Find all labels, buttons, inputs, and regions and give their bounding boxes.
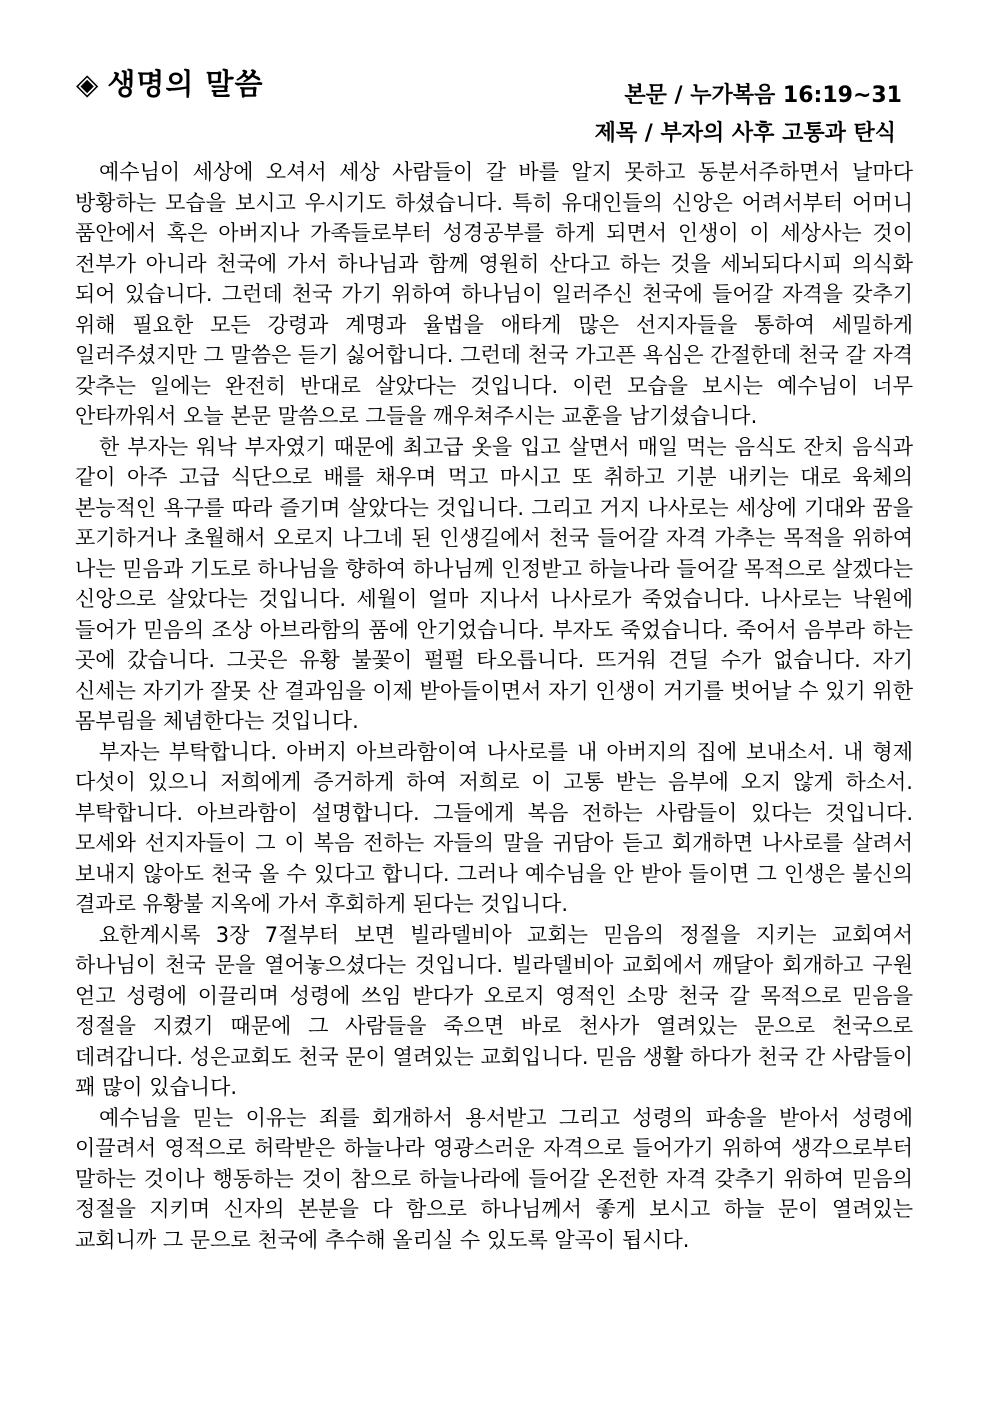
subject-label: 제목 <box>594 121 638 146</box>
reference-value: 누가복음 16:19~31 <box>690 83 902 108</box>
page-title <box>76 62 263 103</box>
paragraph-3: 부자는 부탁합니다. 아버지 아브라함이여 나사로를 내 아버지의 집에 보내소서. 내 형제 다섯이 있으니 저희에게 증거하게 하여 저희로 이 고통 받는 음부에 오지 않게 하소서. 부탁합니다. 아브라함이 설명합니다. 그들에게 복음 전하는 사람들이 있다는 것입니다. 모세와 선지자들이 그 이 복음 전하는 자들의 말을 귀담아 듣고 회개하면 나사로를 살려서 보내지 않아도 천국 올 수 있다고 합니다. 그러나 예수님을 안 받아 들이면 그 인생은 불신의 결과로 유황불 지옥에 가서 후회하게 된다는 것입니다. <box>75 739 913 916</box>
scripture-reference: 본문 / 누가복음 16:19~31 <box>624 83 902 108</box>
diamond-icon: ◈ <box>76 67 100 101</box>
subject-value: 부자의 사후 고통과 탄식 <box>660 121 896 146</box>
reference-label: 본문 <box>624 83 667 108</box>
paragraph-2: 한 부자는 워낙 부자였기 때문에 최고급 옷을 입고 살면서 매일 먹는 음식도 잔치 음식과 같이 아주 고급 식단으로 배를 채우며 먹고 마시고 또 취하고 기분 내키는 대로 육체의 본능적인 욕구를 따라 즐기며 살았다는 것입니다. 그리고 거지 나사로는 세상에 기대와 꿈을 포기하거나 초월해서 오로지 나그네 된 인생길에서 천국 들어갈 자격 가추는 목적을 위하여 나는 믿음과 기도로 하나님을 향하여 하나님께 인정받고 하늘나라 들어갈 목적으로 살겠다는 신앙으로 살았다는 것입니다. 세월이 얼마 지나서 나사로가 죽었습니다. 나사로는 낙원에 들어가 믿음의 조상 아브라함의 품에 안기었습니다. 부자도 죽었습니다. 죽어서 음부라 하는 곳에 갔습니다. 그곳은 유황 불꽃이 펄펄 타오릅니다. 뜨거워 견딜 수가 없습니다. 자기 신세는 자기가 잘못 산 결과임을 이제 받아들이면서 자기 인생이 거기를 벗어날 수 있기 위한 몸부림을 체념한다는 것입니다. <box>75 434 913 733</box>
paragraph-5: 예수님을 믿는 이유는 죄를 회개하서 용서받고 그리고 성령의 파송을 받아서 성령에 이끌려서 영적으로 허락받은 하늘나라 영광스러운 자격으로 들어가기 위하여 생각으로부터 말하는 것이나 행동하는 것이 참으로 하늘나라에 들어갈 온전한 자격 갖추기 위하여 믿음의 정절을 지키며 신자의 본분을 다 함으로 하나님께서 좋게 보시고 하늘 문이 열려있는 교회니까 그 문으로 천국에 추수해 올리실 수 있도록 알곡이 됩시다. <box>75 1105 913 1252</box>
paragraph-1: 예수님이 세상에 오셔서 세상 사람들이 갈 바를 알지 못하고 동분서주하면서 날마다 방황하는 모습을 보시고 우시기도 하셨습니다. 특히 유대인들의 신앙은 어려서부터 어머니 품안에서 혹은 아버지나 가족들로부터 성경공부를 하게 되면서 인생이 이 세상사는 것이 전부가 아니라 천국에 가서 하나님과 함께 영원히 산다고 하는 것을 세뇌되다시피 의식화 되어 있습니다. 그런데 천국 가기 위하여 하나님이 일러주신 천국에 들어갈 자격을 갖추기 위해 필요한 모든 강령과 계명과 율법을 애타게 많은 선지자들을 통하여 세밀하게 일러주셨지만 그 말씀은 듣기 싫어합니다. 그런데 천국 가고픈 욕심은 간절한데 천국 갈 자격 갖추는 일에는 완전히 반대로 살았다는 것입니다. 이런 모습을 보시는 예수님이 너무 안타까워서 오늘 본문 말씀으로 그들을 깨우쳐주시는 교훈을 남기셨습니다. <box>75 160 913 428</box>
sermon-body <box>75 157 913 1255</box>
paragraph-4: 요한계시록 3장 7절부터 보면 빌라델비아 교회는 믿음의 정절을 지키는 교회여서 하나님이 천국 문을 열어놓으셨다는 것입니다. 빌라델비아 교회에서 깨달아 회개하고 구원 얻고 성령에 이끌리며 성령에 쓰임 받다가 오로지 영적인 소망 천국 갈 목적으로 믿음을 정절을 지켰기 때문에 그 사람들을 죽으면 바로 천사가 열려있는 문으로 천국으로 데려갑니다. 성은교회도 천국 문이 열려있는 교회입니다. 믿음 생활 하다가 천국 간 사람들이 꽤 많이 있습니다. <box>75 922 913 1099</box>
page-title-text: 생명의 말씀 <box>107 67 264 101</box>
sermon-subject: 제목 / 부자의 사후 고통과 탄식 <box>594 121 896 146</box>
